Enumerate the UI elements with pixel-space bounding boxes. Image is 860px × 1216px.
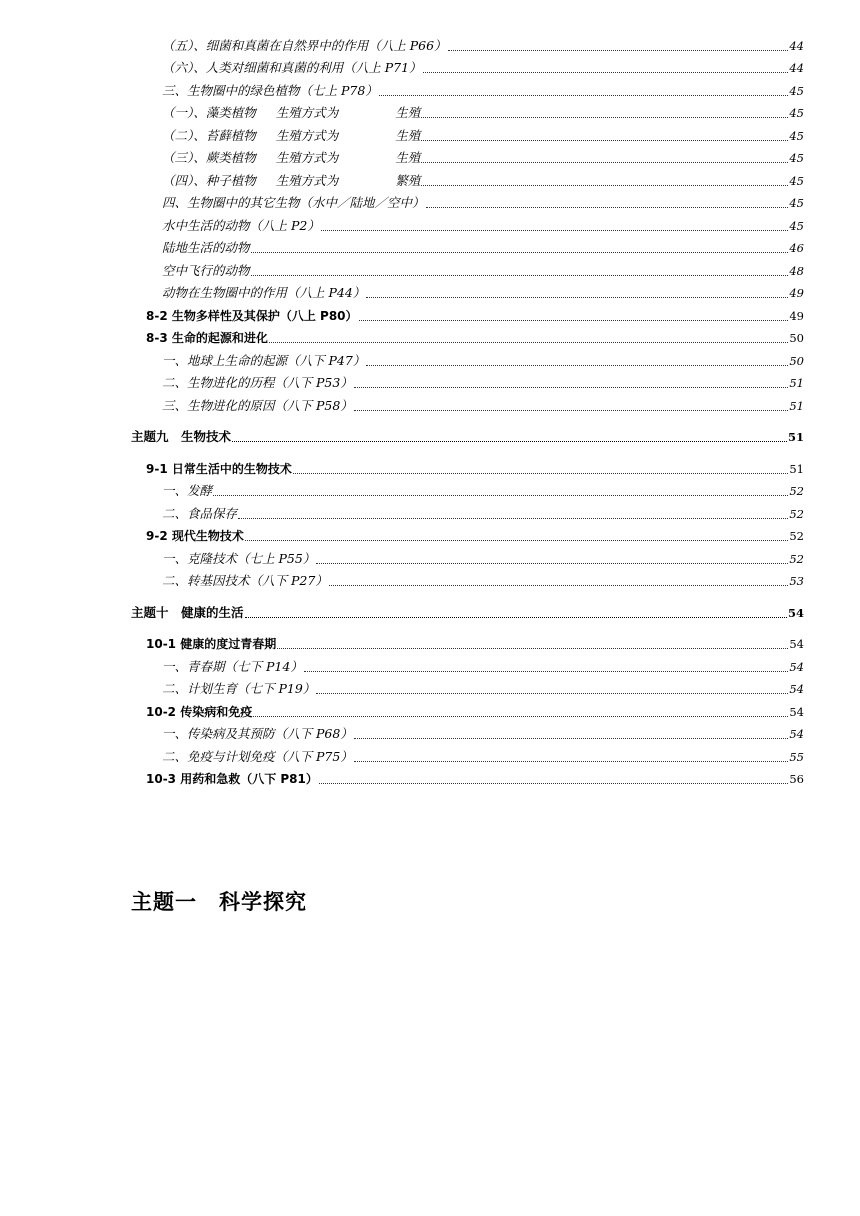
toc-entry-title: （六）、人类对细菌和真菌的利用（八上 P71） <box>162 60 422 75</box>
toc-entry-part: 生殖 <box>395 105 421 120</box>
toc-entry-title: 四、生物圈中的其它生物（水中／陆地／空中） <box>162 195 425 210</box>
toc-subsection-row[interactable] <box>0 55 860 78</box>
toc-entry-part: （一）、藻类植物 <box>162 105 256 120</box>
toc-entry-title: 一、发酵 <box>162 483 213 498</box>
toc-entry-part: 生殖方式为 <box>275 172 339 188</box>
toc-section-row[interactable] <box>0 766 860 789</box>
toc-dot-leader <box>245 539 789 541</box>
toc-page-number: 52 <box>789 529 804 543</box>
toc-subsection-row[interactable] <box>0 568 860 591</box>
toc-section-row[interactable] <box>0 523 860 546</box>
toc-subsection-row[interactable] <box>0 721 860 744</box>
toc-section-row[interactable] <box>0 325 860 348</box>
toc-page-number: 52 <box>789 484 804 498</box>
toc-dot-leader <box>253 715 788 717</box>
toc-subsection-row[interactable] <box>0 100 860 123</box>
toc-entry-part: （二）、苔藓植物 <box>162 127 256 143</box>
toc-dot-leader <box>293 472 789 474</box>
toc-page-number: 51 <box>789 376 804 390</box>
toc-subsection-row[interactable] <box>0 545 860 568</box>
toc-page-number: 52 <box>789 506 804 521</box>
toc-subsection-row[interactable] <box>0 32 860 55</box>
toc-section-row[interactable] <box>0 302 860 325</box>
toc-page-number: 49 <box>789 308 804 323</box>
toc-entry-title <box>162 172 420 190</box>
toc-page-number: 44 <box>789 38 804 53</box>
toc-entry-part: 生殖 <box>395 150 421 165</box>
toc-dot-leader <box>426 206 789 208</box>
toc-entry-title: 二、食品保存 <box>162 505 238 521</box>
toc-subsection-row[interactable] <box>0 212 860 235</box>
toc-entry-title <box>162 149 420 167</box>
toc-entry-title: 9-1 日常生活中的生物技术 <box>146 461 292 476</box>
toc-dot-leader <box>421 184 788 186</box>
toc-dot-leader <box>213 494 788 496</box>
toc-entry-title: 主题九 生物技术 <box>131 429 232 444</box>
toc-entry-title: 一、传染病及其预防（八下 P68） <box>162 726 353 741</box>
toc-subsection-row[interactable] <box>0 167 860 190</box>
toc-entry-part: 繁殖 <box>395 172 421 188</box>
toc-page-number: 53 <box>789 574 804 588</box>
toc-entry-title <box>162 127 420 145</box>
toc-entry-title: 动物在生物圈中的作用（八上 P44） <box>162 285 366 300</box>
toc-page-number: 45 <box>789 196 804 210</box>
toc-page-number: 52 <box>789 551 804 566</box>
toc-page-number: 46 <box>789 241 804 255</box>
toc-dot-leader <box>316 562 788 564</box>
toc-entry-part: （四）、种子植物 <box>162 172 256 188</box>
toc-dot-leader <box>232 440 787 442</box>
toc-dot-leader <box>329 584 789 586</box>
toc-chapter-row[interactable] <box>0 424 860 447</box>
toc-page-number: 54 <box>787 605 804 620</box>
toc-page-number: 55 <box>789 749 804 764</box>
toc-entry-title: 8-2 生物多样性及其保护（八上 P80） <box>146 308 358 323</box>
toc-entry-part: 生殖 <box>395 127 421 143</box>
toc-dot-leader <box>251 251 789 253</box>
section-heading: 主题一 科学探究 <box>131 890 307 914</box>
toc-entry-title: （五）、细菌和真菌在自然界中的作用（八上 P66） <box>162 37 447 53</box>
toc-entry-part: （三）、蕨类植物 <box>162 150 256 165</box>
toc-entry-title: 主题十 健康的生活 <box>131 604 244 620</box>
toc-page-number: 45 <box>789 83 804 98</box>
toc-dot-leader <box>366 296 788 298</box>
toc-chapter-row[interactable] <box>0 599 860 622</box>
toc-dot-leader <box>354 760 789 762</box>
toc-page-number: 50 <box>789 331 804 345</box>
toc-subsection-row[interactable] <box>0 77 860 100</box>
toc-page-number: 44 <box>789 61 804 75</box>
toc-page-number: 45 <box>789 106 804 120</box>
toc-entry-part: 生殖方式为 <box>275 105 339 120</box>
toc-subsection-row[interactable] <box>0 122 860 145</box>
toc-entry-title <box>162 104 420 122</box>
toc-dot-leader <box>379 94 789 96</box>
toc-entry-part: 生殖方式为 <box>275 150 339 165</box>
toc-dot-leader <box>366 364 788 366</box>
toc-dot-leader <box>321 229 789 231</box>
toc-section-row[interactable] <box>0 698 860 721</box>
toc-dot-leader <box>316 692 788 694</box>
toc-section-row[interactable] <box>0 631 860 654</box>
toc-subsection-row[interactable] <box>0 145 860 168</box>
toc-dot-leader <box>359 319 789 321</box>
toc-dot-leader <box>304 670 789 672</box>
toc-entry-title: 二、转基因技术（八下 P27） <box>162 573 328 588</box>
toc-subsection-row[interactable] <box>0 280 860 303</box>
toc-subsection-row[interactable] <box>0 370 860 393</box>
toc-page-number: 54 <box>789 637 804 651</box>
toc-entry-title: 9-2 现代生物技术 <box>146 529 244 543</box>
toc-entry-title: 10-2 传染病和免疫 <box>146 704 253 719</box>
toc-page-number: 56 <box>789 772 804 786</box>
toc-page-number: 54 <box>789 704 804 719</box>
toc-subsection-row[interactable] <box>0 743 860 766</box>
toc-page-number: 50 <box>789 353 804 368</box>
toc-subsection-row[interactable] <box>0 392 860 415</box>
toc-subsection-row[interactable] <box>0 676 860 699</box>
toc-subsection-row[interactable] <box>0 257 860 280</box>
toc-dot-leader <box>269 341 789 343</box>
toc-page-number: 45 <box>789 218 804 233</box>
toc-dot-leader <box>319 782 788 784</box>
toc-entry-title: 10-3 用药和急救（八下 P81） <box>146 772 318 786</box>
toc-subsection-row[interactable] <box>0 190 860 213</box>
toc-entry-title: 10-1 健康的度过青春期 <box>146 637 277 651</box>
toc-dot-leader <box>251 274 789 276</box>
toc-dot-leader <box>245 616 787 618</box>
toc-page-number: 48 <box>789 263 804 278</box>
toc-entry-title: 空中飞行的动物 <box>162 262 250 278</box>
toc-entry-title: 二、生物进化的历程（八下 P53） <box>162 375 353 390</box>
toc-page-number: 51 <box>789 461 804 476</box>
toc-dot-leader <box>423 71 789 73</box>
toc-subsection-row[interactable] <box>0 347 860 370</box>
toc-dot-leader <box>448 49 789 51</box>
toc-entry-title: 陆地生活的动物 <box>162 240 250 255</box>
toc-subsection-row[interactable] <box>0 653 860 676</box>
toc-dot-leader <box>421 161 788 163</box>
toc-page-number: 49 <box>789 286 804 300</box>
toc-page-number: 54 <box>789 727 804 741</box>
toc-entry-title: 一、青春期（七下 P14） <box>162 658 303 674</box>
toc-subsection-row[interactable] <box>0 500 860 523</box>
toc-entry-title: 一、克隆技术（七上 P55） <box>162 550 316 566</box>
toc-entry-title: 一、地球上生命的起源（八下 P47） <box>162 352 366 368</box>
toc-dot-leader <box>354 409 789 411</box>
toc-dot-leader <box>354 386 789 388</box>
toc-dot-leader <box>238 517 788 519</box>
toc-dot-leader <box>277 647 788 649</box>
toc-dot-leader <box>421 116 788 118</box>
toc-entry-title: 三、生物圈中的绿色植物（七上 P78） <box>162 82 378 98</box>
toc-subsection-row[interactable] <box>0 235 860 258</box>
toc-entry-title: 8-3 生命的起源和进化 <box>146 331 268 345</box>
toc-entry-title: 二、计划生育（七下 P19） <box>162 681 316 696</box>
toc-page-number: 45 <box>789 173 804 188</box>
toc-page-number: 51 <box>789 398 804 413</box>
toc-dot-leader <box>354 737 789 739</box>
toc-entry-part: 生殖方式为 <box>275 127 339 143</box>
toc-entry-title: 水中生活的动物（八上 P2） <box>162 217 320 233</box>
toc-page-number: 54 <box>789 659 804 674</box>
toc-subsection-row[interactable] <box>0 478 860 501</box>
toc-page-number: 54 <box>789 682 804 696</box>
toc-page-number: 45 <box>789 151 804 165</box>
toc-entry-title: 三、生物进化的原因（八下 P58） <box>162 397 353 413</box>
toc-dot-leader <box>421 139 788 141</box>
table-of-contents <box>0 32 860 788</box>
toc-page-number: 51 <box>787 430 804 444</box>
toc-section-row[interactable] <box>0 455 860 478</box>
toc-page-number: 45 <box>789 128 804 143</box>
toc-entry-title: 二、免疫与计划免疫（八下 P75） <box>162 748 353 764</box>
